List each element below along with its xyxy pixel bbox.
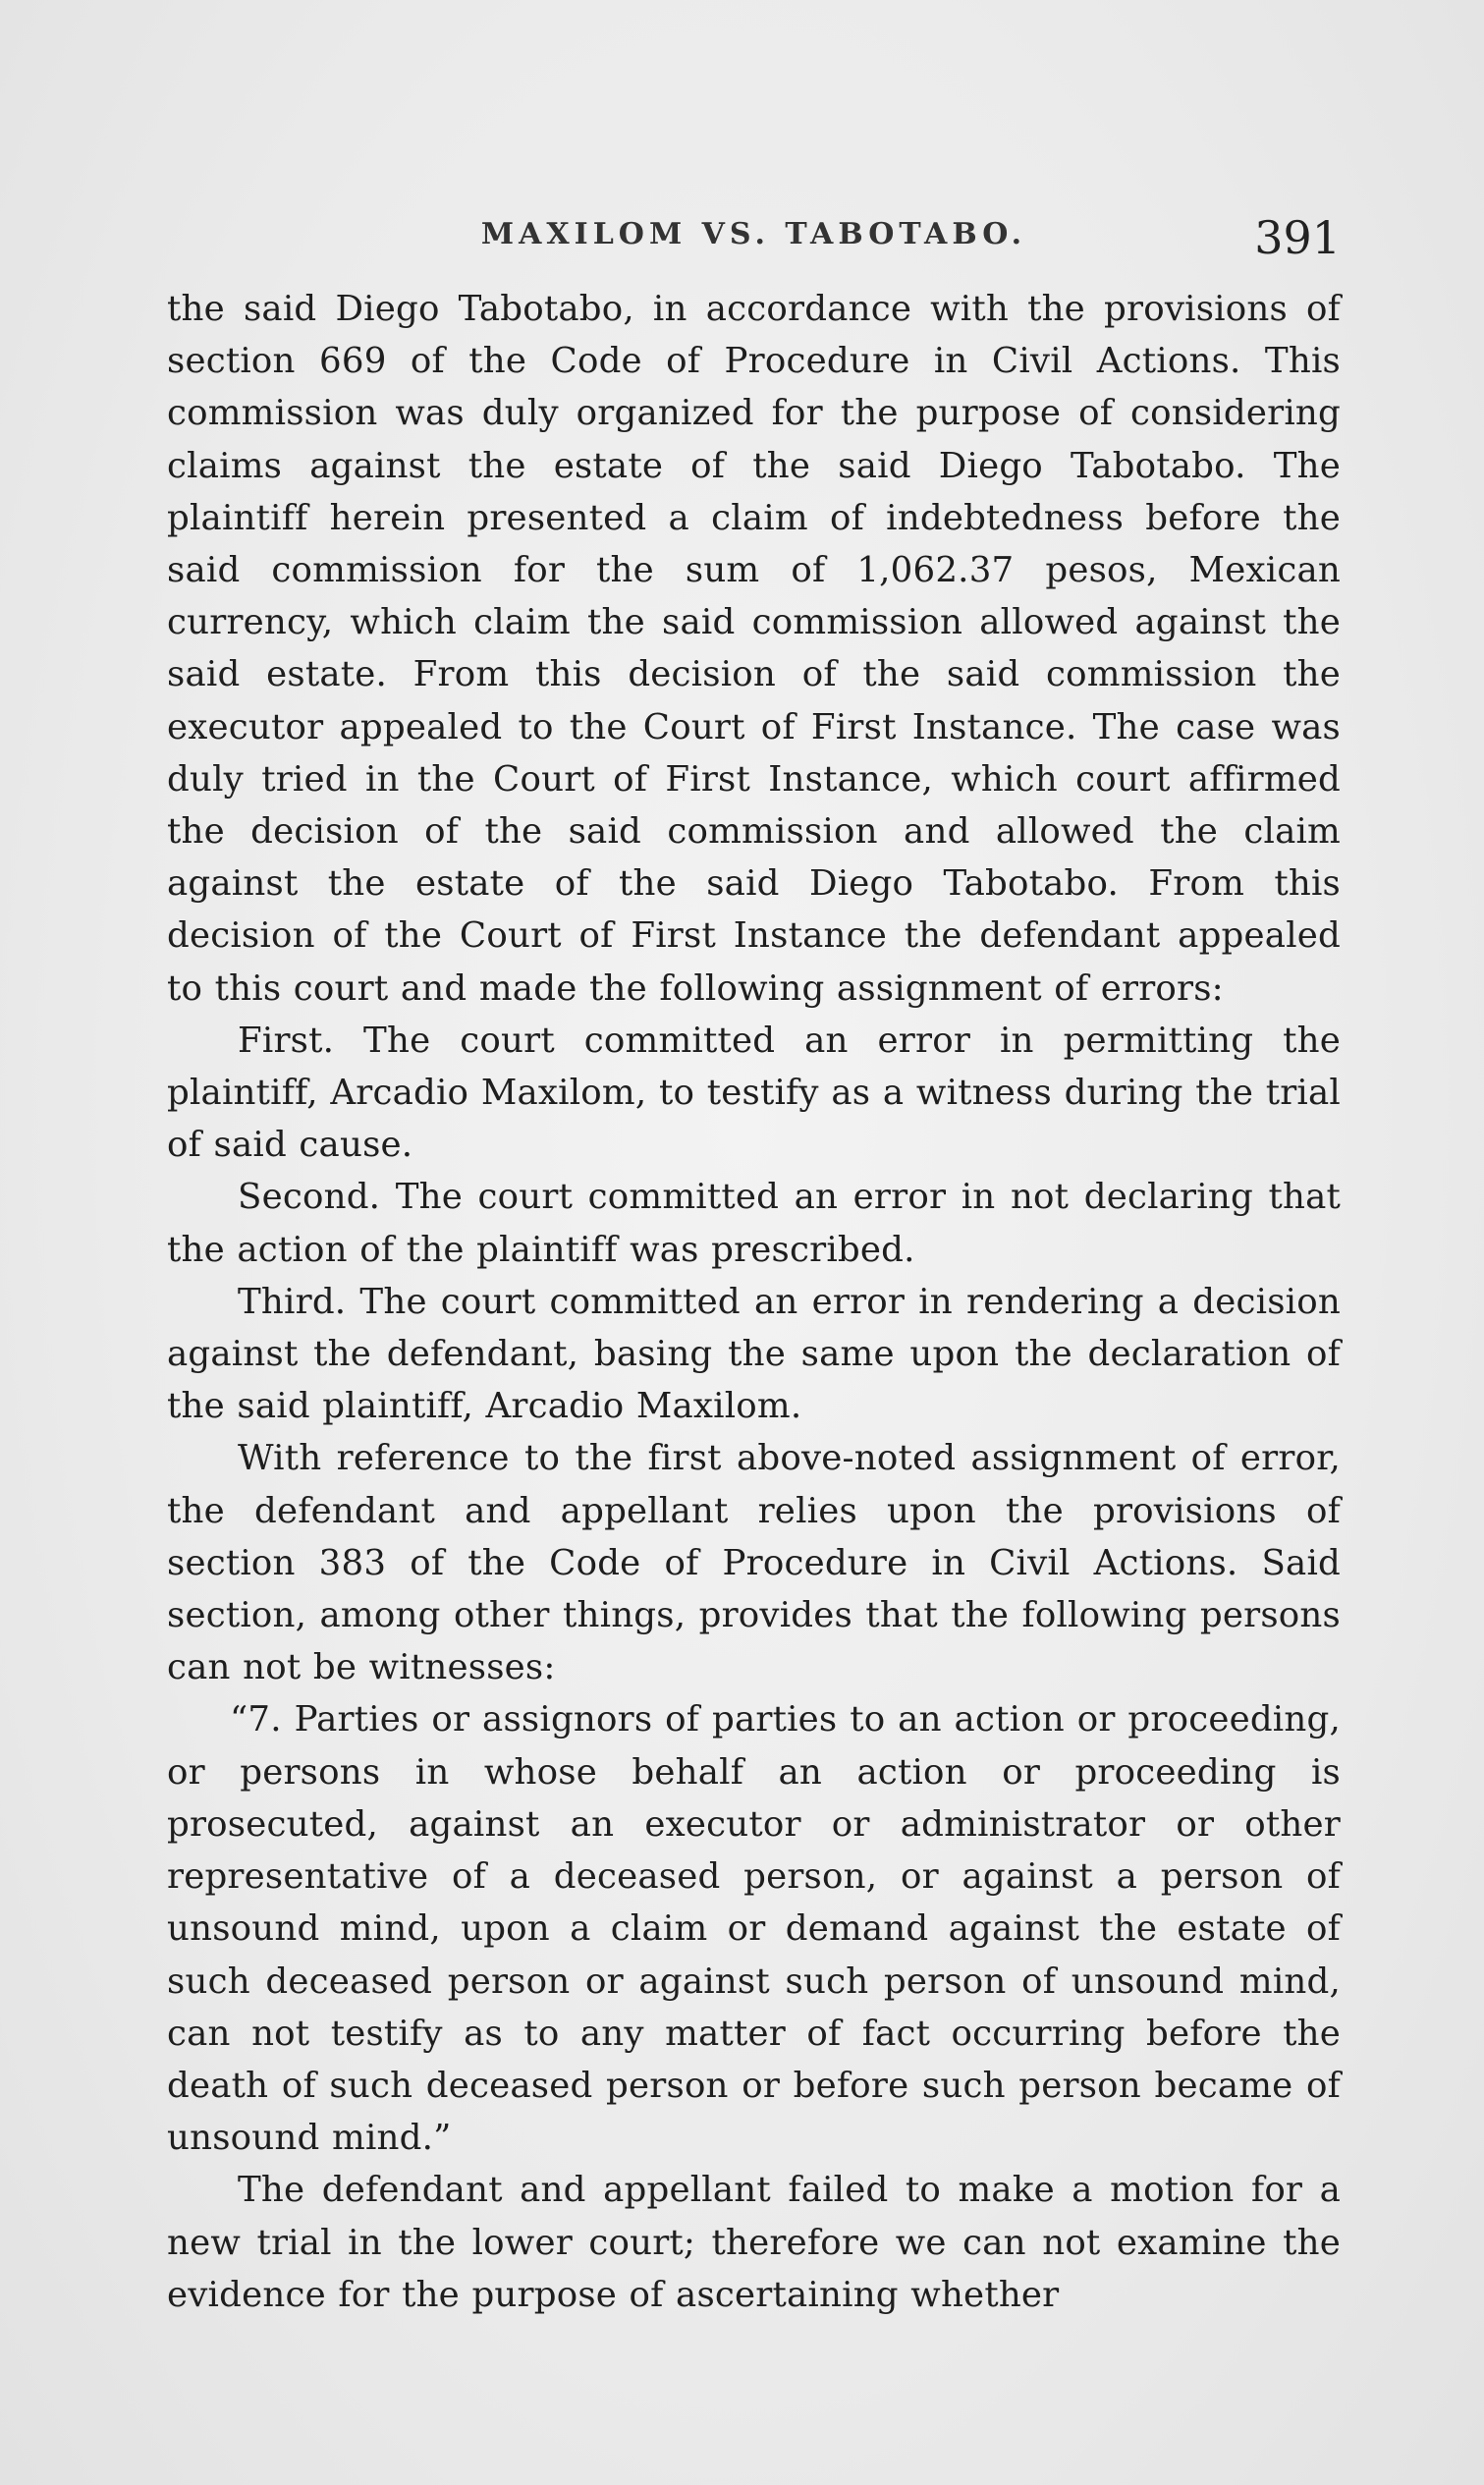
running-title: MAXILOM VS. TABOTABO. <box>480 217 1027 251</box>
paragraph-motion: The defendant and appellant failed to make a motion for a new trial in the lower court; therefore we can not examine the evidence for the purpose of ascertaining whether <box>167 2170 1341 2315</box>
body-text <box>167 283 1341 2321</box>
page-number: 391 <box>1254 211 1341 264</box>
paragraph-quotation: “7. Parties or assignors of parties to an action or proceeding, or persons in whose behalf an action or proceeding is prosecuted, against an executor or administrator or other representative of a deceased person, or against a person of unsound mind, upon a claim or demand against the estate of such deceased person or against such person of unsound mind, can not testify as to any matter of fact occurring before the death of such deceased person or before such person became of unsound mind.” <box>167 1699 1341 2159</box>
paragraph-error-third: Third. The court committed an error in rendering a decision against the defendant, basing the same upon the declaration of the said plaintiff, Arcadio Maxilom. <box>167 1281 1341 1427</box>
running-head <box>167 211 1341 270</box>
paragraph-error-second: Second. The court committed an error in not declaring that the action of the plaintiff was prescribed. <box>167 1177 1341 1270</box>
paragraph-reference: With reference to the first above-noted assignment of error, the defendant and appellant relies upon the provisions of section 383 of the Code of Procedure in Civil Actions. Said section, among other things, provides that the following persons can not be witnesses: <box>167 1438 1341 1688</box>
paragraph-error-first: First. The court committed an error in permitting the plaintiff, Arcadio Maxilom, to testify as a witness during the trial of said cause. <box>167 1020 1341 1166</box>
paragraph-continuation: the said Diego Tabotabo, in accordance with the provisions of section 669 of the Code of Procedure in Civil Actions. This commission was duly organized for the purpose of considering claims against the estate of the said Diego Tabotabo. The plaintiff herein presented a claim of indebtedness before the said commission for the sum of 1,062.37 pesos, Mexican currency, which claim the said commission allowed against the said estate. From this decision of the said commission the executor appealed to the Court of First Instance. The case was duly tried in the Court of First Instance, which court affirmed the decision of the said commission and allowed the claim against the estate of the said Diego Tabotabo. From this decision of the Court of First Instance the defendant appealed to this court and made the following assignment of errors: <box>167 289 1341 1009</box>
